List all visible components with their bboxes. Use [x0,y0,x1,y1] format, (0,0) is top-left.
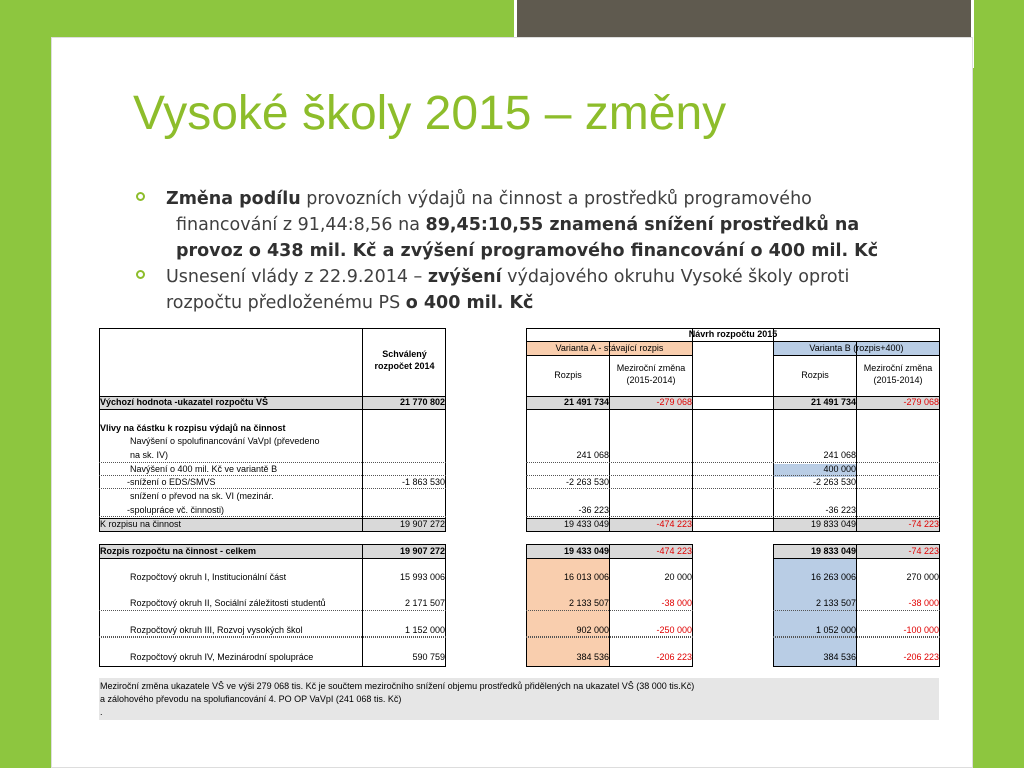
header-navrh: Návrh rozpočtu 2015 [688,329,778,339]
bullet-1-bold-1: Změna podílu [166,189,301,209]
row-ok1-am: 20 000 [664,572,692,582]
dotted-row [526,463,940,476]
row-line [773,355,940,356]
dotted-row [773,637,940,638]
row-ok3-b: 1 052 000 [815,625,856,635]
row-ok1-label: Rozpočtový okruh I, Institucionální část [130,572,287,582]
row-ok3-a: 902 000 [576,625,609,635]
row-ok3-label: Rozpočtový okruh III, Rozvoj vysokých škol [130,625,303,635]
row-krozpisu-label: K rozpisu na činnost [100,519,182,529]
row-line [526,558,693,559]
row-ok3-bm: -100 000 [903,625,939,635]
bullet-2-text-1: Usnesení vlády z 22.9.2014 – [166,267,428,287]
header-rozpis-b: Rozpis [801,370,829,380]
bullet-1-text-2: financování z 91,44:8,56 na [176,215,426,235]
row-navyseni1-a: 241 068 [576,450,609,460]
bullet-2-bold-1: zvýšení [427,267,502,287]
bullet-list [136,186,936,316]
row-vychozi-am: -279 068 [656,397,692,407]
dotted-row [526,637,693,638]
row-celkem-a: 19 433 049 [563,546,609,556]
row-ok4-a: 384 536 [576,652,609,662]
header-rozpis-a: Rozpis [554,370,582,380]
row-vychozi-a: 21 491 734 [563,397,609,407]
row-ok4-am: -206 223 [656,652,692,662]
row-navyseni1-label2: na sk. IV) [130,450,169,460]
row-line [526,409,940,410]
row-ok2-s: 2 171 507 [404,598,445,608]
row-krozpisu-s: 19 907 272 [399,519,445,529]
box-right-top [526,328,940,532]
row-ok1-b: 16 263 006 [810,572,856,582]
row-prevod-b: -36 223 [825,505,856,515]
row-ok1-s: 15 993 006 [399,572,445,582]
row-ok1-bm: 270 000 [906,572,939,582]
row-ok4-bm: -206 223 [903,652,939,662]
row-navyseni1-b: 241 068 [823,450,856,460]
row-celkem-am: -474 223 [656,546,692,556]
header-mezirocni-a: Meziroční změna (2015-2014) [616,363,686,385]
row-vlivy-label: Vlivy na částku k rozpisu výdajů na činnost [100,423,286,433]
row-eds-s: -1 863 530 [401,477,445,487]
row-line [526,341,940,342]
row-celkem-label: Rozpis rozpočtu na činnost - celkem [100,546,257,556]
row-line [99,409,446,410]
bullet-2-bold-2: o 400 mil. Kč [405,293,534,313]
bullet-2-text-2: výdajového okruhu Vysoké školy oproti [501,267,850,287]
row-krozpisu-am: -474 223 [656,519,692,529]
row-ok1-a: 16 013 006 [563,572,609,582]
note-line-2: a zálohového převodu na spolufiancování 4. PO OP VaVpI (241 068 tis. Kč) [100,694,402,704]
row-navyseni400-b: 400 000 [823,464,856,474]
bullet-item-2 [136,264,936,316]
row-vychozi-label: Výchozí hodnota -ukazatel rozpočtu VŠ [100,397,269,407]
row-ok2-am: -38 000 [661,598,692,608]
row-prevod-label2: -spolupráce vč. činnosti) [127,505,225,515]
bullet-1-bold-3: provoz o 438 mil. Kč a zvýšení programového financování o 400 mil. Kč [176,241,879,261]
row-krozpisu-bm: -74 223 [908,519,939,529]
row-celkem-s: 19 907 272 [399,546,445,556]
header-schvaleny: Schválený rozpočet 2014 [374,349,435,371]
header-variant-a: Varianta A - stávající rozpis [555,343,664,353]
budget-table [99,326,941,722]
bullet-ring-icon [136,270,145,279]
row-ok2-bm: -38 000 [908,598,939,608]
row-eds-label: -snížení o EDS/SMVS [127,477,216,487]
row-krozpisu-b: 19 833 049 [810,519,856,529]
col-line [773,328,774,532]
row-ok4-b: 384 536 [823,652,856,662]
note-line-3: . [100,707,103,717]
row-ok3-s: 1 152 000 [404,625,445,635]
row-eds-a: -2 263 530 [565,477,609,487]
note-line-1: Meziroční změna ukazatele VŠ ve výši 279 068 tis. Kč je součtem meziročního snížení objemu prostředků přidělených na ukazatel VŠ (38 000 tis.Kč) [100,681,695,691]
slide-title: Vysoké školy 2015 – změny [133,87,727,140]
bullet-1-text-1: provozních výdajů na činnost a prostředků programového [300,189,812,209]
bullet-1-bold-2: 89,45:10,55 znamená snížení prostředků na [425,215,860,235]
col-line [692,328,693,532]
row-celkem-b: 19 833 049 [810,546,856,556]
header-mezirocni-b: Meziroční změna (2015-2014) [863,363,933,385]
row-line [99,558,446,559]
row-celkem-bm: -74 223 [908,546,939,556]
row-vychozi-s: 21 770 802 [399,397,445,407]
bullet-2-text-3: rozpočtu předloženému PS [166,293,406,313]
row-ok2-a: 2 133 507 [568,598,609,608]
row-ok2-b: 2 133 507 [815,598,856,608]
header-variant-b: Varianta B (rozpis+400) [809,343,904,353]
row-ok3-am: -250 000 [656,625,692,635]
row-prevod-label1: snížení o převod na sk. VI (mezinár. [130,491,274,501]
row-line [526,355,693,356]
row-prevod-a: -36 223 [578,505,609,515]
row-vychozi-bm: -279 068 [903,397,939,407]
row-eds-b: -2 263 530 [812,477,856,487]
row-krozpisu-a: 19 433 049 [563,519,609,529]
dotted-row [99,637,446,638]
row-navyseni400-label: Navýšení o 400 mil. Kč ve variantě B [130,464,278,474]
row-vychozi-b: 21 491 734 [810,397,856,407]
row-ok2-label: Rozpočtový okruh II, Sociální záležitosti studentů [130,598,326,608]
bullet-ring-icon [136,192,145,201]
row-ok4-label: Rozpočtový okruh IV, Mezinárodní spolupráce [130,652,314,662]
bullet-item-1 [136,186,936,264]
row-navyseni1-label1: Navýšení o spolufinancování VaVpI (převedeno [130,436,320,446]
row-line [773,558,940,559]
row-ok4-s: 590 759 [412,652,445,662]
